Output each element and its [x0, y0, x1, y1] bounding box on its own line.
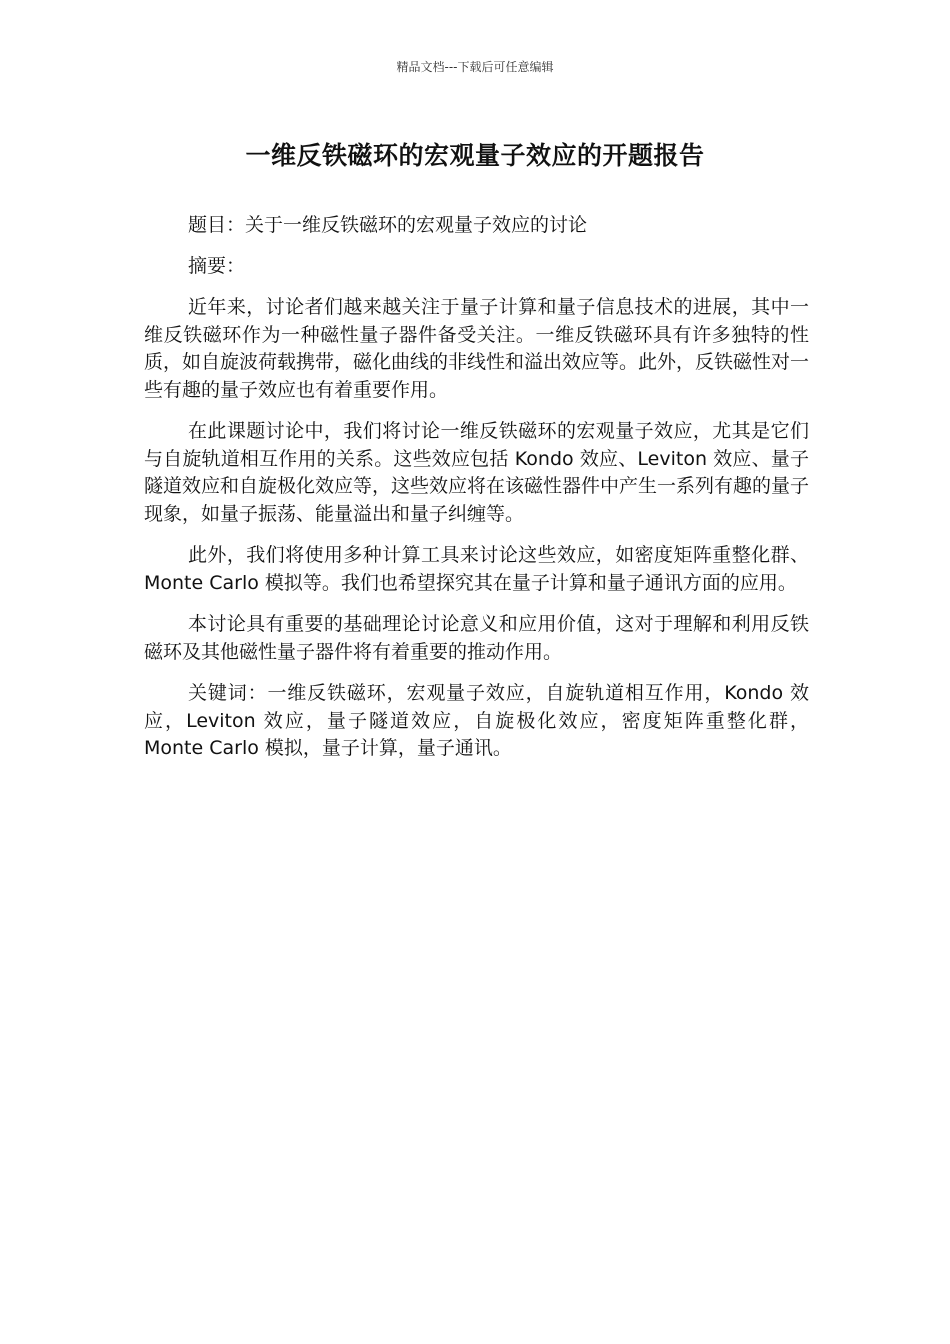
topic-line: 题目：关于一维反铁磁环的宏观量子效应的讨论	[188, 214, 588, 236]
document-body	[144, 212, 809, 763]
paragraph-1: 近年来，讨论者们越来越关注于量子计算和量子信息技术的进展，其中一维反铁磁环作为一种磁性量子器件备受关注。一维反铁磁环具有许多独特的性质，如自旋波荷载携带，磁化曲线的非线性和溢出效应等。此外，反铁磁性对一些有趣的量子效应也有着重要作用。	[144, 296, 810, 401]
document-title: 一维反铁磁环的宏观量子效应的开题报告	[245, 141, 705, 170]
abstract-label: 摘要：	[188, 254, 246, 277]
paragraph-4: 本讨论具有重要的基础理论讨论意义和应用价值，这对于理解和利用反铁磁环及其他磁性量子器件将有着重要的推动作用。	[144, 613, 809, 663]
paragraph-2: 在此课题讨论中，我们将讨论一维反铁磁环的宏观量子效应，尤其是它们与自旋轨道相互作用的关系。这些效应包括 Kondo 效应、Leviton 效应、量子隧道效应和自旋极化效应等，这些效应将在该磁性器件中产生一系列有趣的量子现象，如量子振荡、能量溢出和量子纠缠等。	[144, 420, 810, 525]
header-note: 精品文档---下载后可任意编辑	[396, 60, 554, 74]
keywords-paragraph: 关键词：一维反铁磁环，宏观量子效应，自旋轨道相互作用，Kondo 效应，Leviton 效应，量子隧道效应，自旋极化效应，密度矩阵重整化群，Monte Carlo 模拟，量子计算，量子通讯。	[144, 682, 809, 759]
paragraph-3: 此外，我们将使用多种计算工具来讨论这些效应，如密度矩阵重整化群、Monte Carlo 模拟等。我们也希望探究其在量子计算和量子通讯方面的应用。	[144, 544, 809, 594]
